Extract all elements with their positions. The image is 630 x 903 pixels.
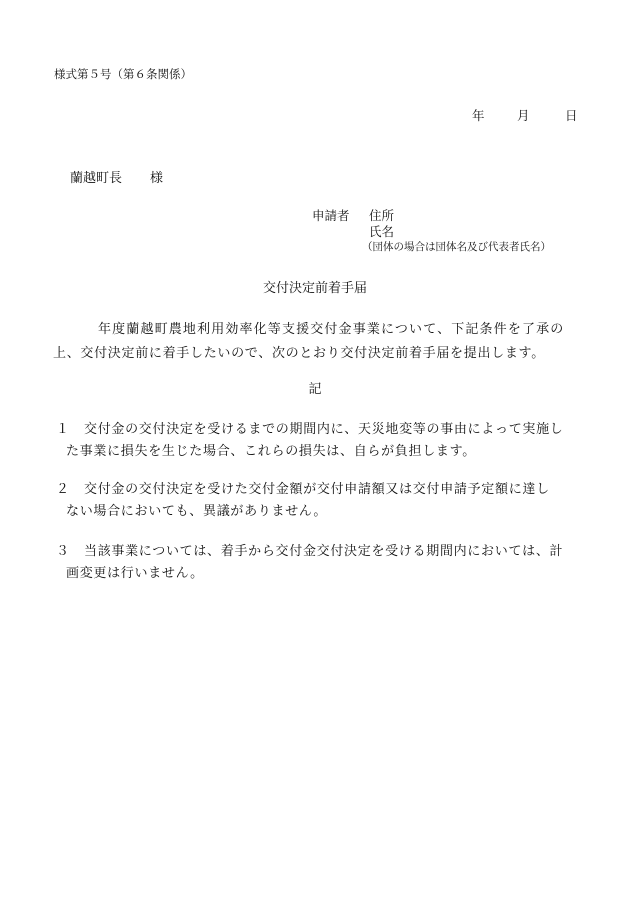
condition-text-line-1: 交付金の交付決定を受けるまでの期間内に、天災地変等の事由によって実施し (84, 422, 564, 437)
condition-number: １ (56, 422, 70, 437)
condition-number: ３ (56, 544, 70, 559)
condition-text-line-1: 交付金の交付決定を受けた交付金額が交付申請額又は交付申請予定額に達し (84, 482, 550, 497)
condition-text-line-2: 画変更は行いません。 (66, 566, 204, 581)
condition-number: ２ (56, 482, 70, 497)
body-paragraph-line-2: 上、交付決定前に着手したいので、次のとおり交付決定前着手届を提出します。 (53, 346, 545, 361)
date-month-label: 月 (517, 108, 530, 123)
applicant-label: 申請者 (312, 208, 350, 223)
date-year-label: 年 (472, 108, 485, 123)
condition-text-line-2: た事業に損失を生じた場合、これらの損失は、自らが負担します。 (66, 444, 476, 459)
addressee-honorific: 様 (150, 171, 164, 186)
body-paragraph-line-1: 年度蘭越町農地利用効率化等支援交付金事業について、下記条件を了承の (98, 322, 565, 337)
applicant-address-label: 住所 (369, 208, 395, 223)
addressee-name: 蘭越町長 (70, 171, 123, 186)
document-title: 交付決定前着手届 (262, 281, 367, 296)
form-number: 様式第５号（第６条関係） (54, 67, 192, 81)
condition-text-line-1: 当該事業については、着手から交付金交付決定を受ける期間内においては、計 (84, 544, 564, 559)
group-name-note: （団体の場合は団体名及び代表者氏名） (362, 241, 551, 253)
date-line (472, 106, 578, 124)
date-day-label: 日 (565, 108, 578, 123)
addressee (70, 167, 163, 186)
ki-heading: 記 (308, 382, 322, 397)
applicant-name-label: 氏名 (369, 224, 395, 239)
condition-text-line-2: ない場合においても、異議がありません。 (66, 504, 328, 519)
